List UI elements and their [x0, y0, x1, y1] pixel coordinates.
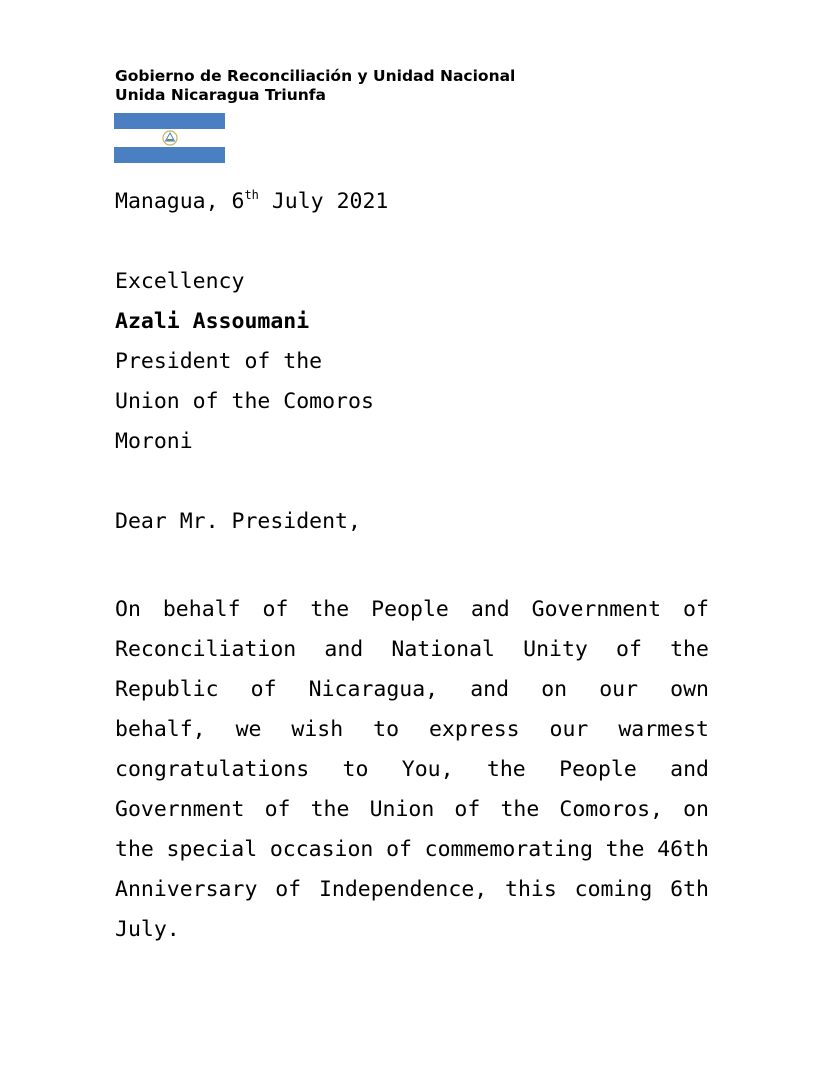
- letterhead-slogan: Unida Nicaragua Triunfa: [115, 86, 327, 104]
- body-word: and: [470, 597, 510, 622]
- letter-body: [115, 590, 709, 950]
- body-word: the: [670, 637, 709, 662]
- greeting: Dear Mr. President,: [115, 509, 361, 534]
- body-word: On: [115, 597, 141, 622]
- body-word: behalf: [162, 597, 241, 622]
- body-word: special: [166, 837, 258, 862]
- body-word: to: [373, 717, 400, 742]
- body-word: express: [428, 717, 520, 742]
- body-line: [115, 630, 709, 670]
- body-word: Reconciliation: [115, 637, 297, 662]
- body-line: [115, 790, 709, 830]
- body-word: of: [262, 597, 289, 622]
- body-word: the: [605, 837, 645, 862]
- body-word: on: [541, 677, 568, 702]
- place-date-prefix: Managua, 6: [115, 189, 245, 214]
- letterhead: [115, 67, 515, 105]
- recipient-city: Moroni: [115, 429, 193, 454]
- body-word: 46th: [657, 837, 709, 862]
- body-word: this: [505, 877, 557, 902]
- body-word: Union: [369, 797, 435, 822]
- body-word: of: [616, 637, 642, 662]
- body-word: the: [115, 837, 154, 862]
- body-word: and: [470, 677, 510, 702]
- letterhead-government-name: Gobierno de Reconciliación y Unidad Nacional: [115, 67, 516, 85]
- body-word: the: [310, 597, 350, 622]
- body-line: [115, 590, 709, 630]
- body-word: we: [235, 717, 262, 742]
- body-word: congratulations: [115, 757, 310, 782]
- flag-top-band: [114, 113, 225, 129]
- body-word: Government: [531, 597, 662, 622]
- body-word: People: [559, 757, 637, 782]
- body-word: behalf,: [115, 717, 206, 742]
- body-word: and: [670, 757, 709, 782]
- body-word: Government: [115, 797, 245, 822]
- body-word: the: [486, 757, 526, 782]
- body-word: People: [371, 597, 449, 622]
- recipient-name: Azali Assoumani: [115, 309, 310, 334]
- body-word: of: [454, 797, 481, 822]
- body-word: our: [549, 717, 589, 742]
- body-word: on: [683, 797, 709, 822]
- body-word: our: [599, 677, 639, 702]
- body-line: [115, 670, 709, 710]
- body-word: occasion: [269, 837, 374, 862]
- body-line: [115, 910, 709, 950]
- body-word: Comoros,: [559, 797, 663, 822]
- body-line: [115, 710, 709, 750]
- body-word: coming: [574, 877, 653, 902]
- body-word: Anniversary: [115, 877, 258, 902]
- salutation-title: Excellency: [115, 269, 245, 294]
- recipient-role: President of the: [115, 349, 323, 374]
- body-word: Nicaragua,: [308, 677, 439, 702]
- body-word: Independence,: [318, 877, 488, 902]
- body-word: Unity: [523, 637, 588, 662]
- body-word: wish: [291, 717, 344, 742]
- body-word: commemorating: [424, 837, 593, 862]
- body-word: Republic: [115, 677, 219, 702]
- body-word: to: [342, 757, 369, 782]
- body-word: and: [324, 637, 364, 662]
- body-word: own: [670, 677, 709, 702]
- body-line: [115, 830, 709, 870]
- body-word: 6th: [670, 877, 709, 902]
- place-and-date: [115, 189, 388, 217]
- body-word: of: [250, 677, 277, 702]
- place-date-suffix: July 2021: [258, 189, 389, 214]
- body-word: of: [264, 797, 291, 822]
- body-line: [115, 750, 709, 790]
- body-word: of: [275, 877, 302, 902]
- body-word: the: [310, 797, 350, 822]
- body-word: You,: [401, 757, 454, 782]
- recipient-country: Union of the Comoros: [115, 389, 374, 414]
- coat-of-arms-icon: [162, 129, 178, 147]
- body-line: [115, 870, 709, 910]
- body-word: National: [391, 637, 495, 662]
- body-word: of: [386, 837, 412, 862]
- body-word: of: [683, 597, 709, 622]
- body-word: the: [500, 797, 540, 822]
- body-word: July.: [115, 917, 180, 942]
- date-ordinal: th: [244, 188, 259, 202]
- flag-bottom-band: [114, 147, 225, 163]
- nicaragua-flag-icon: [114, 113, 225, 163]
- body-word: warmest: [618, 717, 709, 742]
